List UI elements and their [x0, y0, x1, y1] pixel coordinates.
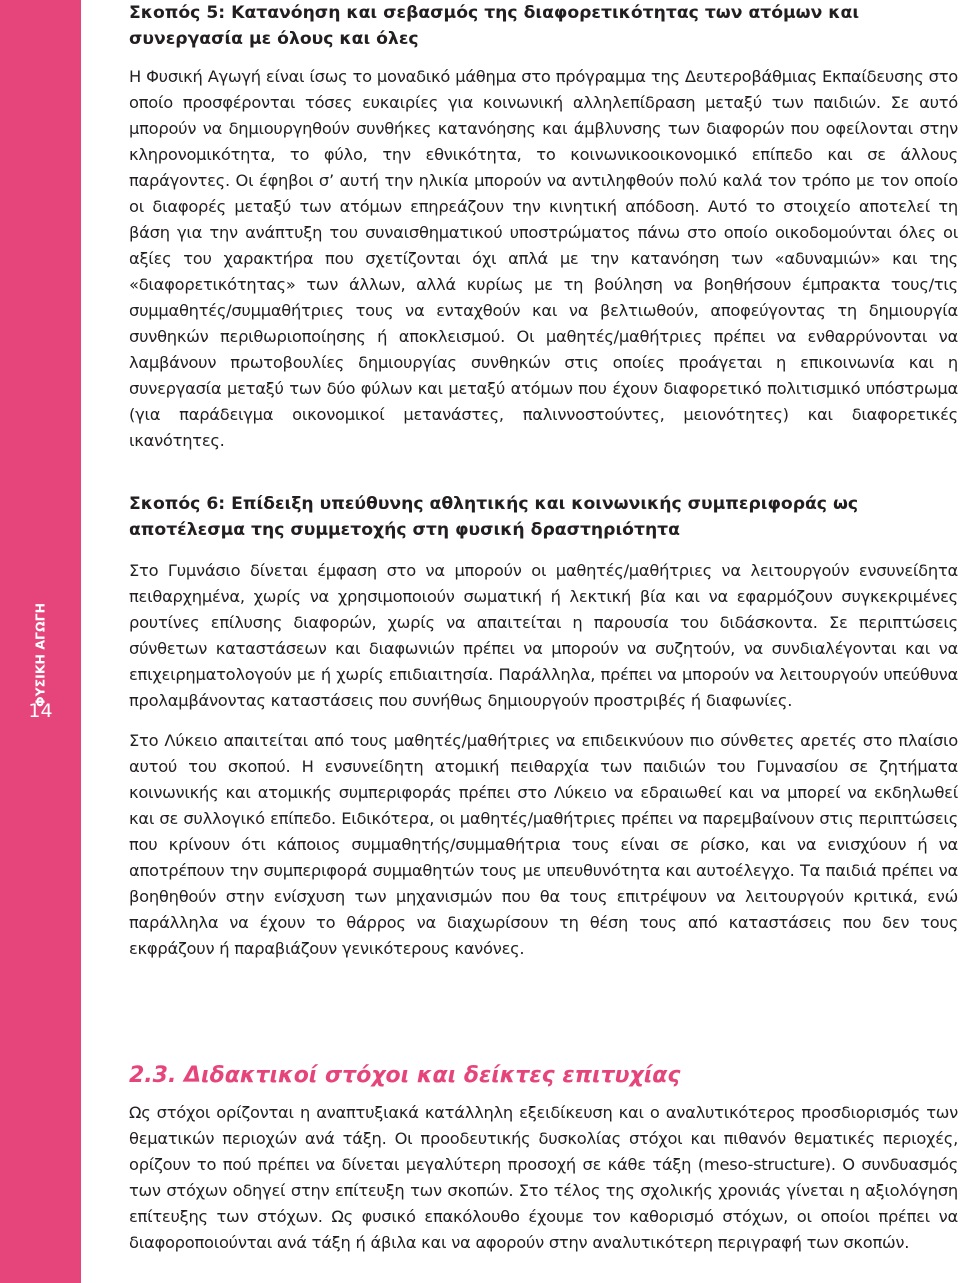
section-2-3-heading: 2.3. Διδακτικοί στόχοι και δείκτες επιτυχίας [129, 1063, 681, 1088]
goal6-heading: Σκοπός 6: Επίδειξη υπεύθυνης αθλητικής και κοινωνικής συμπεριφοράς ως αποτέλεσμα της συμμετοχής στη φυσική δραστηριότητα [129, 494, 859, 540]
goal5-paragraph: Η Φυσική Αγωγή είναι ίσως το μοναδικό μάθημα στο πρόγραμμα της Δευτεροβάθμιας Εκπαίδευσης στο οποίο προσφέρονται τόσες ευκαιρίες για κοινωνική αλληλεπίδραση μεταξύ των παιδιών. Σε αυτό μπορούν να δημιουργηθούν συνθήκες κατανόησης και άμβλυνσης των διαφορών που οφείλονται στην κληρονομικότητα, το φύλο, την εθνικότητα, το κοινωνικοοικονομικό επίπεδο και σε άλλους παράγοντες. Οι έφηβοι σ’ αυτή την ηλικία μπορούν να αντιληφθούν πολύ καλά τον τρόπο με τον οποίο οι διαφορές μεταξύ των ατόμων επηρεάζουν την κινητική απόδοση. Αυτό το στοιχείο αποτελεί τη βάση για την ανάπτυξη του συναισθηματικού υποστρώματος πάνω στο οποίο οικοδομούνται όλες οι αξίες του χαρακτήρα που σχετίζονται όχι απλά με την κατανόηση των «αδυναμιών» και της «διαφορετικότητας» των άλλων, αλλά κυρίως με τη βούληση να βοηθήσουν έμπρακτα τους/τις συμμαθητές/συμμαθήτριες τους να ενταχθούν και να βελτιωθούν, αποφεύγοντας τη δημιουργία συνθηκών περιθωριοποίησης ή αποκλεισμού. Οι μαθητές/μαθήτριες πρέπει να ενθαρρύνονται να λαμβάνουν πρωτοβουλίες δημιουργίας συνθηκών στις οποίες προάγεται η επικοινωνία και η συνεργασία μεταξύ των δύο φύλων και μεταξύ ατόμων που έχουν διαφορετικό πολιτισμικό υπόστρωμα (για παράδειγμα οικονομικοί μετανάστες, παλιννοστούντες, μειονότητες) και διαφορετικές ικανότητες. [129, 67, 958, 450]
section-label: ΦΥΣΙΚΗ ΑΓΩΓΗ [32, 602, 48, 708]
goal6-paragraph-1: Στο Γυμνάσιο δίνεται έμφαση στο να μπορούν οι μαθητές/μαθήτριες να λειτουργούν ενσυνείδητα πειθαρχημένα, χωρίς να χρησιμοποιούν σωματική ή λεκτική βία και να εφαρμόζουν συγκεκριμένες ρουτίνες επίλυσης διαφορών, χωρίς να απαιτείται η παρουσία του διδάσκοντα. Σε περιπτώσεις σύνθετων καταστάσεων και διαφωνιών πρέπει να μπορούν να συζητούν, να συνδιαλέγονται και να επιχειρηματολογούν με ή χωρίς επιδιαιτησία. Παράλληλα, πρέπει να μπορούν να λειτουργούν υπεύθυνα προλαμβάνοντας καταστάσεις που συνήθως δημιουργούν προστριβές ή διαφωνίες. [129, 561, 958, 710]
section-2-3-block [129, 1062, 958, 1256]
section-2-3-paragraph: Ως στόχοι ορίζονται η αναπτυξιακά κατάλληλη εξειδίκευση και ο αναλυτικότερος προσδιορισμός των θεματικών περιοχών ανά τάξη. Οι προοδευτικής δυσκολίας στόχοι και πιθανόν θεματικές περιοχές, ορίζουν το πού πρέπει να δίνεται μεγαλύτερη προσοχή σε κάθε τάξη (meso-structure). Ο συνδυασμός των στόχων οδηγεί στην επίτευξη των σκοπών. Στο τέλος της σχολικής χρονιάς γίνεται η αξιολόγηση επίτευξης των στόχων. Ως φυσικό επακόλουθο έχουμε τον καθορισμό στόχων, οι οποίοι πρέπει να διαφοροποιούνται ανά τάξη ή άβιλα και να αφορούν στην αναλυτικότερη περιγραφή των σκοπών. [129, 1103, 958, 1252]
goal6-paragraph-2: Στο Λύκειο απαιτείται από τους μαθητές/μαθήτριες να επιδεικνύουν πιο σύνθετες αρετές στο πλαίσιο αυτού του σκοπού. Η ενσυνείδητη ατομική πειθαρχία των παιδιών του Γυμνασίου σε ζητήματα κοινωνικής και ατομικής συμπεριφοράς πρέπει στο Λύκειο να εδραιωθεί και να μπορεί να εκδηλωθεί και σε συλλογικό επίπεδο. Ειδικότερα, οι μαθητές/μαθήτριες πρέπει να παρεμβαίνουν στις περιπτώσεις που κρίνουν ότι κάποιος συμμαθητής/συμμαθήτρια τους είναι σε ρίσκο, και να ενισχύουν ή να αποτρέπουν την συμπεριφορά συμμαθητών τους με υπευθυνότητα και αυτοέλεγχο. Τα παιδιά πρέπει να βοηθηθούν στην ενίσχυση των μηχανισμών που θα τους επιτρέψουν να λειτουργούν κριτικά, ενώ παράλληλα να έχουν το θάρρος να διαχωρίσουν τη θέση τους από καταστάσεις που δεν τους εκφράζουν ή παραβιάζουν γενικότερους κανόνες. [129, 731, 958, 958]
goal5-heading: Σκοπός 5: Κατανόηση και σεβασμός της διαφορετικότητας των ατόμων και συνεργασία με όλους και όλες [129, 3, 860, 49]
page-number: 14 [28, 700, 53, 722]
goal5-block [129, 0, 958, 454]
side-tab-lower [0, 718, 81, 1283]
goal6-block [129, 491, 958, 962]
